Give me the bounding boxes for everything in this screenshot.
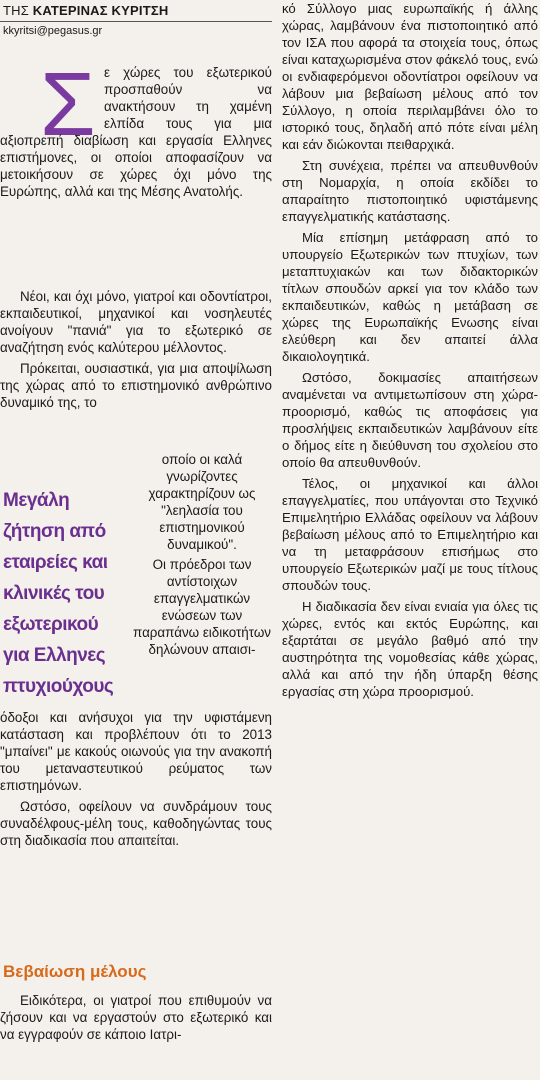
right-paragraph-4: Ωστόσο, δοκιμασίες απαιτήσεων αναμένεται να αντιμετωπίσουν στη χώρα-προορισμό, καθώς τις αποφάσεις για προσλήψεις εκπαιδευτικών λαμβάνουν είτε ο δήμος είτε η διεύθυνση του σχολείου στο οποίο θα απευθυνθούν. — [282, 370, 538, 470]
narrow-column — [132, 451, 272, 658]
paragraph-5: Ωστόσο, οφείλουν να συνδράμουν τους συναδέλφους-μέλη τους, καθοδηγώντας τους στη διαδικασία που απαιτείται. — [0, 799, 272, 848]
paragraph-3b: οποίο οι καλά γνωρίζοντες χαρακτηρίζουν ως "λεηλασία του επιστημονικού δυναμικού". — [148, 452, 256, 552]
body-block-3 — [0, 992, 272, 1043]
intro-paragraph: ε χώρες του εξωτερικού προσπαθούν να ανακτήσουν τη χαμένη ελπίδα τους για μια αξιοπρεπή διαβίωση και εργασία Ελληνες επιστήμονες, οι οποίοι αποφασίζουν να μετοικήσουν σε χώρες όχι μόνο της Ευρώπης, αλλά και της Μέσης Ανατολής. — [0, 65, 272, 199]
right-column — [282, 0, 538, 700]
drop-cap: Σ — [40, 55, 96, 155]
byline-prefix: ΤΗΣ — [3, 3, 29, 18]
paragraph-2: Νέοι, και όχι μόνο, γιατροί και οδοντίατροι, εκπαιδευτικοί, μηχανικοί και νοσηλευτές ανοίγουν "πανιά" για το εξωτερικό σε αναζήτηση ενός καλύτερου μέλλοντος. — [0, 289, 272, 355]
paragraph-4b: όδοξοι και ανήσυχοι για την υφιστάμενη κατάσταση και προβλέπουν ότι το 2013 "μπαίνει" με κακούς οιωνούς για την ανακοπή του μεταναστευτικού ρεύματος των επιστημόνων. — [0, 710, 272, 793]
pull-quote: Μεγάλη ζήτηση από εταιρείες και κλινικές του εξωτερικού για Ελληνες πτυχιούχους — [3, 490, 114, 697]
byline — [0, 0, 272, 22]
body-block-1 — [0, 288, 272, 411]
byline-author: ΚΑΤΕΡΙΝΑΣ ΚΥΡΙΤΣΗ — [32, 3, 169, 18]
right-paragraph-2: Στη συνέχεια, πρέπει να απευθυνθούν στη Νομαρχία, η οποία εκδίδει το απαραίτητο πιστοποιητικό υφιστάμενης επαγγελματικής κατάστασης. — [282, 158, 538, 224]
right-paragraph-6: Η διαδικασία δεν είναι ενιαία για όλες τις χώρες, εντός και εκτός Ευρώπης, και εξαρτάται σε μεγάλο βαθμό από την αυστηρότητα της νομοθεσίας κάθε χώρας, αλλά και από την ήδη ύπαρξη θέσης εργασίας στη χώρα προορισμού. — [282, 599, 538, 699]
body-block-2 — [0, 709, 272, 849]
paragraph-3a: Πρόκειται, ουσιαστικά, για μια αποψίλωση της χώρας από το επιστημονικό ανθρώπινο δυναμικό της, το — [0, 361, 272, 410]
author-email[interactable]: kkyritsi@pegasus.gr — [3, 25, 103, 37]
right-paragraph-5: Τέλος, οι μηχανικοί και άλλοι επαγγελματίες, που υπάγονται στο Τεχνικό Επιμελητήριο Ελλάδας οφείλουν να λάβουν βεβαίωση μέλους από το Επιμελητήριο και να τη μεταφράσουν επισήμως στο υπουργείο Εξωτερικών μαζί με τους τίτλους σπουδών τους. — [282, 476, 538, 593]
intro-paragraph-wrap — [0, 55, 272, 200]
left-column — [0, 0, 272, 37]
subheading: Βεβαίωση μέλους — [3, 962, 147, 981]
right-paragraph-1: κό Σύλλογο μιας ευρωπαϊκής ή άλλης χώρας, λαμβάνουν ένα πιστοποιητικό από τον ΙΣΑ που αφορά τα στοιχεία τους, όπως είναι καταχωρισμένα στον φάκελό τους, ενώ οι ενδιαφερόμενοι οδοντίατροι οφείλουν να λάβουν μια βεβαίωση μέλους από τον Σύλλογο, η οποία περιλαμβάνει όλο το ιστορικό τους, δηλαδή από πότε είναι μέλη και εάν διώκονται πειθαρχικά. — [282, 1, 538, 152]
right-paragraph-3: Μία επίσημη μετάφραση από το υπουργείο Εξωτερικών των πτυχίων, των μεταπτυχιακών και των διδακτορικών τίτλων σπουδών αρκεί για τον κλάδο των εκπαιδευτικών, καθώς η μετάβαση σε χώρες της Ευρωπαϊκής Ενωσης είναι ελεύθερη και δεν απαιτεί άλλα δικαιολογητικά. — [282, 230, 538, 364]
paragraph-6: Ειδικότερα, οι γιατροί που επιθυμούν να ζήσουν και να εργαστούν στο εξωτερικό και να εγγραφούν σε κάποιο Ιατρι- — [0, 993, 272, 1042]
paragraph-4a: Οι πρόεδροι των αντίστοιχων επαγγελματικών ενώσεων των παραπάνω ειδικοτήτων δηλώνουν απαισι- — [133, 557, 271, 657]
drop-cap-spacer — [0, 64, 104, 132]
